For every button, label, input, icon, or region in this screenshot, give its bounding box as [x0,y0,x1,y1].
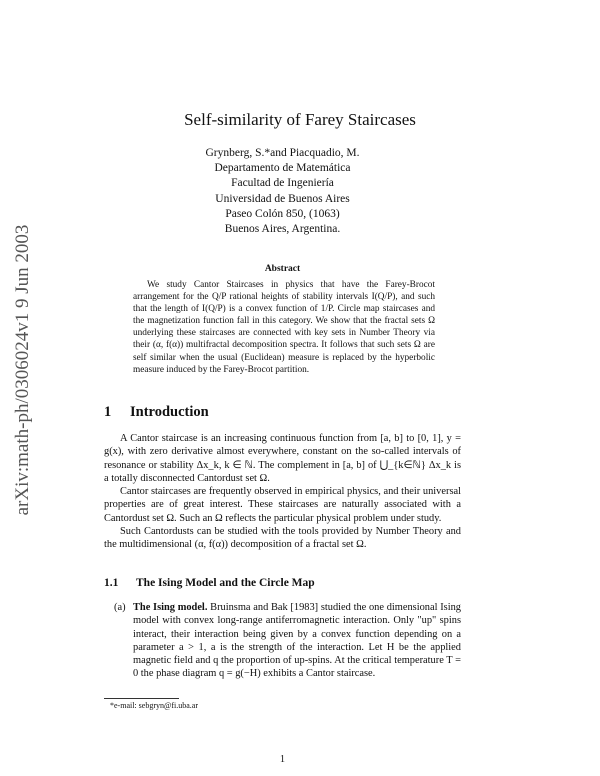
arxiv-id: arXiv:math-ph/0306024v1 9 Jun 2003 [12,224,33,516]
item-label: (a) [114,602,126,613]
affiliation-line: Paseo Colón 850, (1063) [225,207,340,220]
abstract-text: We study Cantor Staircases in physics that have the Farey-Brocot arrangement for the Q/P rational heights of stability intervals I(Q/P), and such that the length of I(Q/P) is a convex function of 1/P. Circle map staircases and the magnetization function fall in this category. We show that the fractal sets Ω underlying these staircases are connected with key sets in Number Theory via their (α, f(α)) multifractal decomposition spectra. It follows that such sets Ω are self similar when the usual (Euclidean) measure is replaced by the hyperbolic measure induced by the Farey-Brocot partition. [133,280,435,375]
affiliation-line: Facultad de Ingeniería [231,177,334,190]
item-body [133,601,461,681]
subsection-title: The Ising Model and the Circle Map [136,577,315,589]
affiliation-line: Buenos Aires, Argentina. [224,223,341,236]
author-block [0,146,565,237]
item-text: Bruinsma and Bak [1983] studied the one dimensional Ising model with convex long-range antiferromagnetic interaction. Only "up" spins interact, their interaction being given by a convex function depending on a parameter a > 1, a is the strength of the interaction. Let H be the applied magnetic field and q the proportion of up-spins. At the critical temperature T = 0 the phase diagram q = g(−H) exhibits a Cantor staircase. [133,602,461,680]
paper-title: Self-similarity of Farey Staircases [184,110,416,129]
subsection-heading [104,577,315,589]
page-number: 1 [279,754,286,765]
item-heading: The Ising model. [133,602,208,613]
footnote-rule [104,698,179,699]
paragraph: Such Cantordusts can be studied with the tools provided by Number Theory and the multidimensional (α, f(α)) decomposition of a fractal set Ω. [104,526,461,551]
subsection-number: 1.1 [104,577,119,589]
author-names: Grynberg, S.*and Piacquadio, M. [205,147,360,159]
affiliation-line: Universidad de Buenos Aires [215,192,350,205]
section-heading [104,404,209,421]
arxiv-stamp [8,205,38,535]
abstract-heading: Abstract [264,264,301,274]
paragraph: A Cantor staircase is an increasing continuous function from [a, b] to [0, 1], y = g(x), with zero derivative almost everywhere, constant on the so-called intervals of resonance or stability Δx_k, k ∈ ℕ. The complement in [a, b] of ⋃_{k∈ℕ} Δx_k is a totally disconnected Cantordust set Ω. [104,433,461,484]
footnote: *e-mail: sebgryn@fi.uba.ar [110,701,199,710]
section-title: Introduction [130,404,209,420]
section-number: 1 [104,404,112,420]
paragraph: Cantor staircases are frequently observed in empirical physics, and their universal properties are of great interest. These staircases are naturally associated with a Cantordust set Ω. Such an Ω reflects the particular physical problem under study. [104,486,461,524]
affiliation-line: Departamento de Matemática [214,162,351,175]
list-item [104,601,461,681]
section-body [104,432,461,552]
